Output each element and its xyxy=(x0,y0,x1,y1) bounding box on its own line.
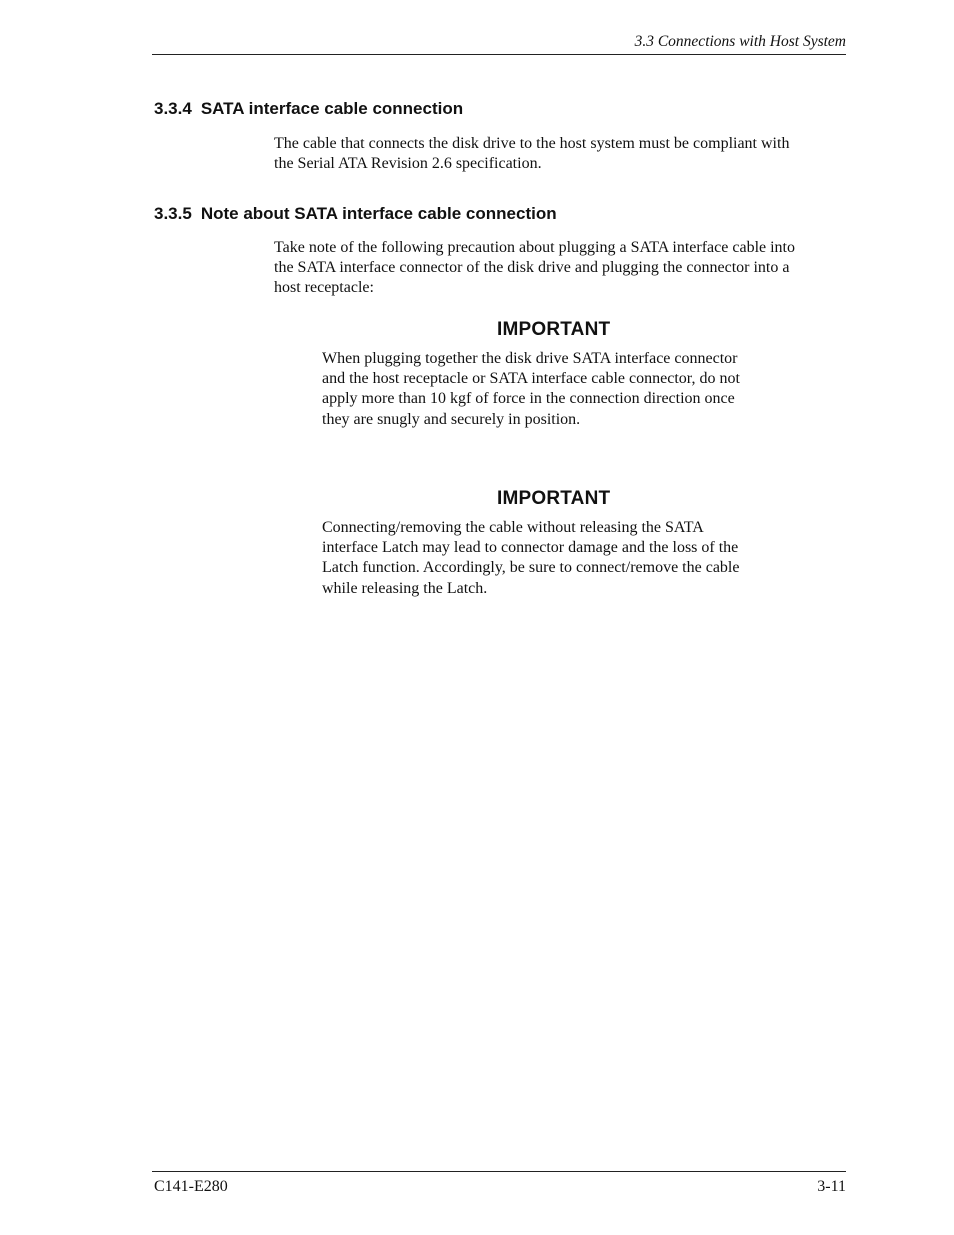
paragraph-line: host receptacle: xyxy=(274,279,374,297)
section-paragraph xyxy=(274,134,789,174)
paragraph-line: The cable that connects the disk drive to the host system must be compliant with xyxy=(274,135,790,152)
important-heading: IMPORTANT xyxy=(497,488,611,509)
note-line: Connecting/removing the cable without releasing the SATA xyxy=(322,519,704,536)
paragraph-line: the SATA interface connector of the disk drive and plugging the connector into a xyxy=(274,259,790,277)
page-number: 3-11 xyxy=(817,1178,846,1195)
running-header: 3.3 Connections with Host System xyxy=(634,33,846,50)
section-number: 3.3.4 xyxy=(154,99,192,118)
section-title: SATA interface cable connection xyxy=(200,99,464,118)
header-divider xyxy=(152,54,846,55)
note-line: and the host receptacle or SATA interface cable connector, do not xyxy=(322,370,740,388)
footer-divider xyxy=(152,1171,846,1172)
note-line: Latch function. Accordingly, be sure to connect/remove the cable xyxy=(322,559,740,577)
section-paragraph xyxy=(274,238,795,299)
section-heading-3-3-4 xyxy=(154,99,463,119)
important-heading: IMPORTANT xyxy=(497,319,611,340)
note-line: they are snugly and securely in position. xyxy=(322,410,581,428)
note-line: When plugging together the disk drive SATA interface connector xyxy=(322,350,738,367)
paragraph-line: Take note of the following precaution about plugging a SATA interface cable into xyxy=(274,239,795,256)
document-id: C141-E280 xyxy=(154,1178,228,1195)
important-note-text xyxy=(322,518,739,599)
section-number: 3.3.5 xyxy=(154,204,192,223)
paragraph-line: the Serial ATA Revision 2.6 specification. xyxy=(274,155,542,173)
important-note-text xyxy=(322,349,740,430)
section-title: Note about SATA interface cable connection xyxy=(200,204,557,223)
note-line: while releasing the Latch. xyxy=(322,579,488,597)
note-line: apply more than 10 kgf of force in the connection direction once xyxy=(322,390,735,408)
note-line: interface Latch may lead to connector damage and the loss of the xyxy=(322,539,739,557)
section-heading-3-3-5 xyxy=(154,204,557,224)
